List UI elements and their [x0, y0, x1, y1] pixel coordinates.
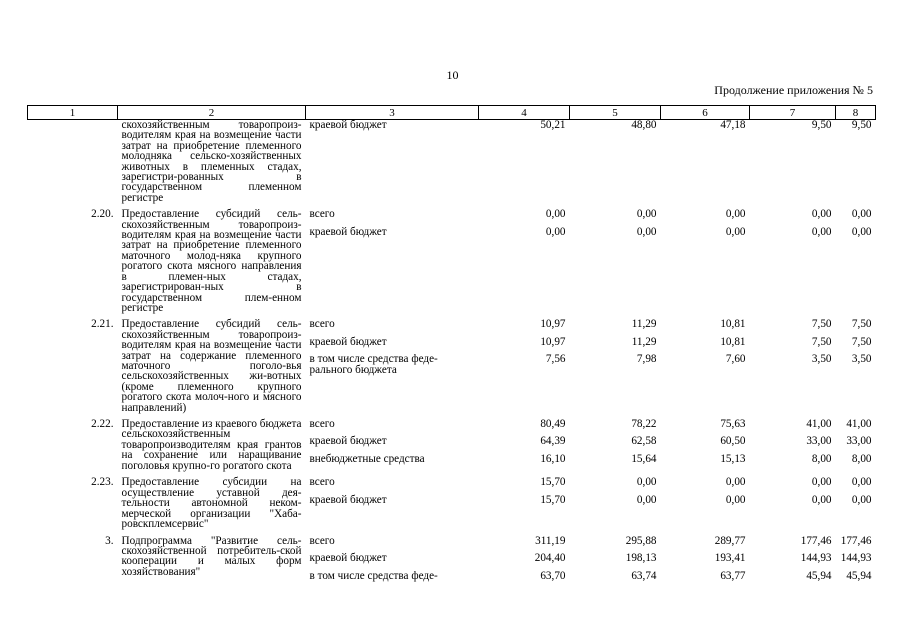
table-row	[28, 120, 876, 210]
row-sources	[306, 120, 479, 210]
row-name: Предоставление субсидий сель-скохозяйственным товаропроиз-водителям края на возмещение части затрат на содержание племенного маточного поголо-вья сельскохозяйственных жи-вотных (кроме племенного крупного рогатого скота молоч-ного и мясного направлений)	[121, 318, 302, 414]
value-col-8	[836, 209, 876, 319]
row-sources	[306, 319, 479, 419]
value-col-4	[479, 477, 570, 535]
table-row	[28, 209, 876, 319]
value-cell: 0,00	[851, 476, 872, 489]
value-cell: 0,00	[636, 225, 657, 238]
funding-source: краевой бюджет	[309, 493, 387, 506]
funding-source: краевой бюджет	[309, 225, 387, 238]
value-cell: 11,29	[631, 318, 657, 331]
value-col-6	[661, 536, 750, 595]
value-cell: 0,00	[545, 208, 566, 221]
value-cell: 0,00	[725, 476, 746, 489]
funding-source: краевой бюджет	[309, 335, 387, 348]
value-cell: 47,18	[720, 119, 746, 131]
value-cell: 0,00	[725, 208, 746, 221]
value-cell: 3,50	[811, 353, 832, 366]
value-cell: 63,70	[540, 569, 566, 582]
value-col-8	[836, 477, 876, 535]
value-cell: 9,50	[811, 119, 832, 131]
value-cell: 75,63	[720, 417, 746, 430]
value-col-5	[570, 319, 661, 419]
value-cell: 0,00	[811, 493, 832, 506]
value-col-8	[836, 419, 876, 478]
value-cell: 8,00	[851, 452, 872, 465]
value-cell: 7,50	[851, 318, 872, 331]
funding-source: всего	[309, 417, 335, 430]
value-cell: 204,40	[534, 552, 566, 564]
value-cell: 10,97	[540, 318, 566, 331]
table-row	[28, 319, 876, 419]
header-cell-7: 7	[750, 106, 836, 120]
value-cell: 7,50	[811, 335, 832, 348]
row-index	[28, 120, 118, 210]
value-cell: 0,00	[851, 225, 872, 238]
value-cell: 62,58	[631, 435, 657, 448]
value-col-4	[479, 120, 570, 210]
funding-source: всего	[309, 208, 335, 221]
row-sources	[306, 419, 479, 478]
value-cell: 295,88	[625, 534, 657, 547]
row-name: скохозяйственным товаропроиз-водителям края на возмещение части затрат на приобретение племенного молодняка сельско-хозяйственных животных в племенных стадах, зарегистри-рованных в государственном племенном регистре	[121, 119, 302, 204]
funding-source: краевой бюджет	[309, 552, 387, 564]
row-sources	[306, 209, 479, 319]
row-index: 2.20.	[91, 208, 114, 221]
value-cell: 144,93	[840, 552, 872, 564]
header-cell-2: 2	[118, 106, 306, 120]
value-col-6	[661, 477, 750, 535]
row-sources	[306, 477, 479, 535]
value-col-5	[570, 536, 661, 595]
value-col-5	[570, 209, 661, 319]
row-name: Предоставление субсидий сель-скохозяйственным товаропроиз-водителям края на возмещение части затрат на приобретение племенного маточного молод-няка крупного рогатого скота мясного направления в племен-ных стадах, зарегистрирован-ных в государственном плем-енном регистре	[121, 208, 302, 314]
value-cell: 7,60	[725, 353, 746, 366]
row-index: 2.22.	[91, 417, 114, 430]
funding-source: в том числе средства феде-	[309, 569, 438, 582]
header-cell-5: 5	[570, 106, 661, 120]
value-col-4	[479, 536, 570, 595]
value-col-6	[661, 209, 750, 319]
value-cell: 0,00	[811, 208, 832, 221]
value-cell: 15,70	[540, 493, 566, 506]
value-cell: 16,10	[540, 452, 566, 465]
value-cell: 15,70	[540, 476, 566, 489]
value-cell: 0,00	[811, 225, 832, 238]
value-cell: 50,21	[540, 119, 566, 131]
row-sources	[306, 536, 479, 595]
value-col-7	[750, 477, 836, 535]
value-cell: 0,00	[636, 493, 657, 506]
value-cell: 10,81	[720, 318, 746, 331]
value-cell: 41,00	[806, 417, 832, 430]
funding-source: в том числе средства феде-рального бюджета	[309, 353, 438, 376]
value-cell: 15,64	[631, 452, 657, 465]
value-col-8	[836, 319, 876, 419]
value-cell: 311,19	[535, 534, 566, 547]
page-number: 10	[446, 68, 459, 82]
value-cell: 78,22	[631, 417, 657, 430]
value-cell: 3,50	[851, 353, 872, 366]
value-cell: 8,00	[811, 452, 832, 465]
row-index: 2.23.	[91, 476, 114, 489]
value-col-8	[836, 536, 876, 595]
value-col-7	[750, 536, 836, 595]
value-cell: 144,93	[800, 552, 832, 564]
header-cell-6: 6	[661, 106, 750, 120]
value-cell: 33,00	[806, 435, 832, 448]
header-cell-8: 8	[836, 106, 876, 120]
value-cell: 15,13	[720, 452, 746, 465]
value-col-6	[661, 120, 750, 210]
header-cell-3: 3	[306, 106, 479, 120]
value-cell: 193,41	[714, 552, 746, 564]
value-cell: 80,49	[540, 417, 566, 430]
funding-source: внебюджетные средства	[309, 452, 425, 465]
program-table	[27, 105, 876, 594]
value-col-4	[479, 319, 570, 419]
value-cell: 0,00	[636, 208, 657, 221]
value-col-7	[750, 120, 836, 210]
value-cell: 0,00	[851, 493, 872, 506]
value-col-7	[750, 209, 836, 319]
value-cell: 10,97	[540, 335, 566, 348]
value-cell: 0,00	[725, 225, 746, 238]
value-cell: 45,94	[806, 569, 832, 582]
value-cell: 0,00	[851, 208, 872, 221]
funding-source: всего	[309, 476, 335, 489]
value-cell: 7,56	[545, 353, 566, 366]
funding-source: всего	[309, 318, 335, 331]
table-row	[28, 419, 876, 478]
value-col-4	[479, 419, 570, 478]
value-cell: 0,00	[811, 476, 832, 489]
row-index: 3.	[105, 534, 114, 547]
value-cell: 63,77	[720, 569, 746, 582]
value-cell: 0,00	[725, 493, 746, 506]
value-col-5	[570, 477, 661, 535]
row-name: Подпрограмма "Развитие сель-скохозяйственной потребитель-ской кооперации и малых форм хозяйствования"	[121, 534, 302, 578]
table-row	[28, 536, 876, 595]
value-col-8	[836, 120, 876, 210]
value-col-5	[570, 120, 661, 210]
table-row	[28, 477, 876, 535]
funding-source: краевой бюджет	[309, 119, 387, 131]
value-col-5	[570, 419, 661, 478]
value-cell: 198,13	[625, 552, 657, 564]
value-cell: 177,46	[840, 534, 872, 547]
value-col-6	[661, 419, 750, 478]
continuation-label: Продолжение приложения № 5	[714, 83, 873, 97]
value-cell: 33,00	[846, 435, 872, 448]
header-cell-1: 1	[28, 106, 118, 120]
value-cell: 7,98	[636, 353, 657, 366]
value-cell: 9,50	[851, 119, 872, 131]
row-name: Предоставление субсидии на осуществление уставной дея-тельности автономной неком-мерческой организации "Хаба-ровскплемсервис"	[121, 476, 302, 531]
value-col-7	[750, 419, 836, 478]
value-cell: 48,80	[631, 119, 657, 131]
header-cell-4: 4	[479, 106, 570, 120]
value-cell: 0,00	[545, 225, 566, 238]
value-cell: 45,94	[846, 569, 872, 582]
funding-source: краевой бюджет	[309, 435, 387, 448]
value-cell: 0,00	[636, 476, 657, 489]
value-cell: 7,50	[851, 335, 872, 348]
value-cell: 11,29	[631, 335, 657, 348]
value-cell: 10,81	[720, 335, 746, 348]
row-name: Предоставление из краевого бюджета сельскохозяйственным товаропроизводителям края грантов на сохранение или наращивание поголовья крупно-го рогатого скота	[121, 417, 302, 472]
value-cell: 7,50	[811, 318, 832, 331]
value-cell: 41,00	[846, 417, 872, 430]
value-cell: 289,77	[714, 534, 746, 547]
value-cell: 60,50	[720, 435, 746, 448]
value-cell: 177,46	[800, 534, 832, 547]
value-col-7	[750, 319, 836, 419]
value-col-4	[479, 209, 570, 319]
funding-source: всего	[309, 534, 335, 547]
value-cell: 64,39	[540, 435, 566, 448]
value-col-6	[661, 319, 750, 419]
header-row	[28, 106, 876, 120]
row-index: 2.21.	[91, 318, 114, 331]
value-cell: 63,74	[631, 569, 657, 582]
